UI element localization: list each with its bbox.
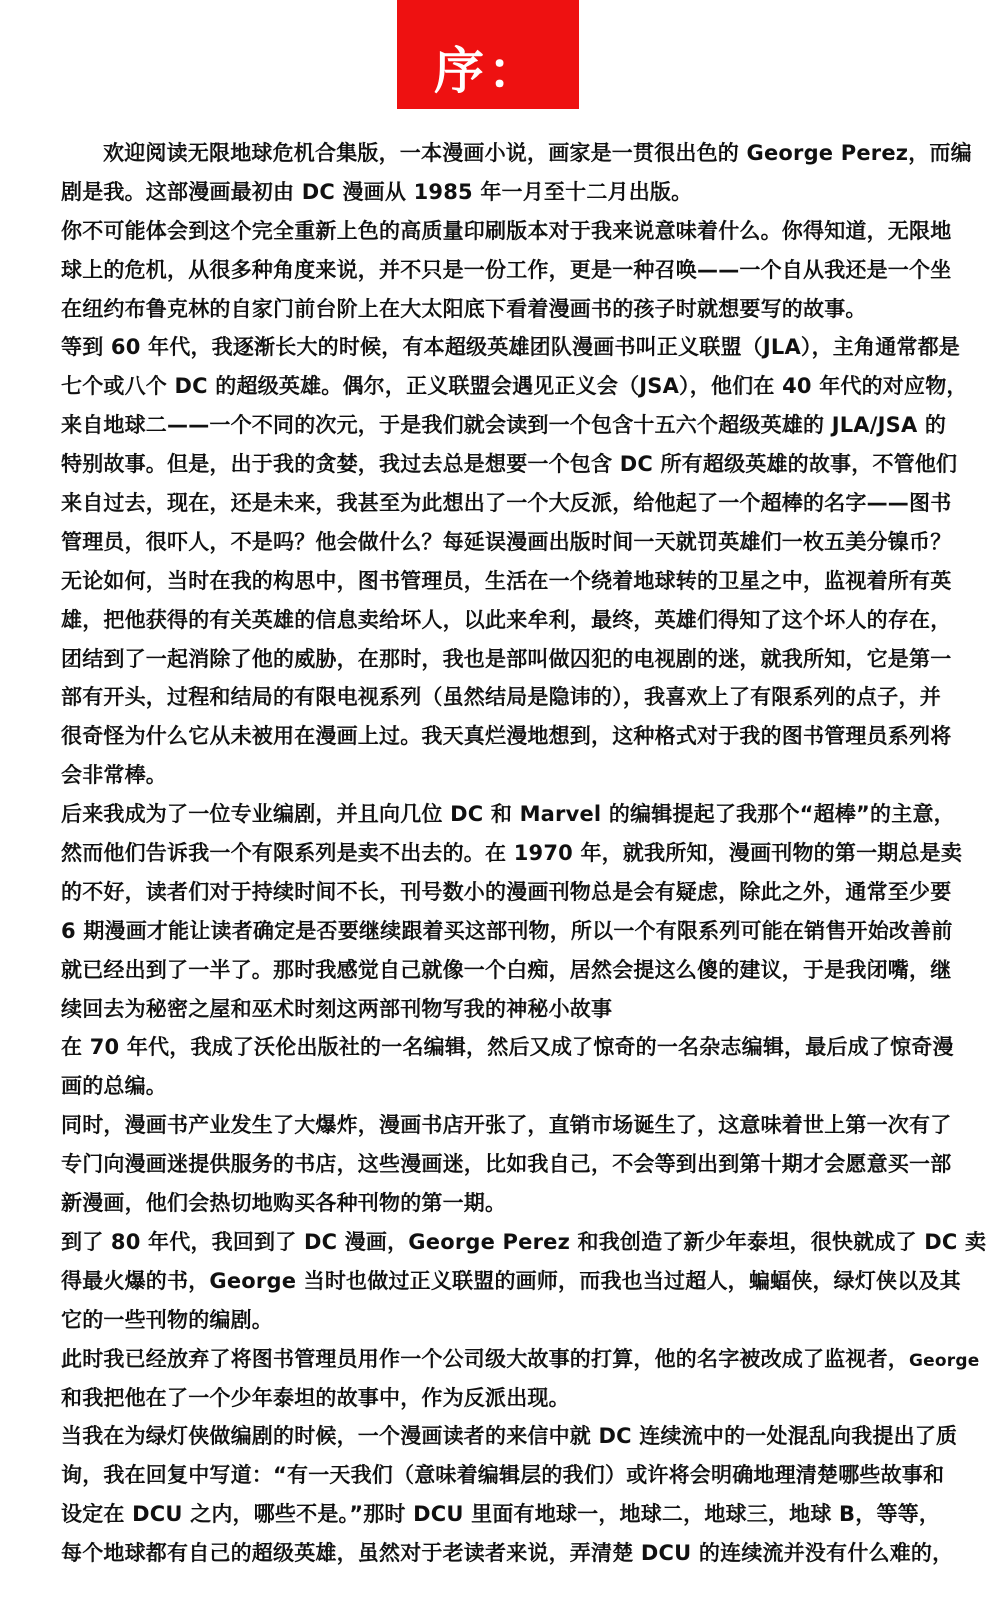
page-title: 序： [434, 42, 542, 100]
text-line: 在 70 年代，我成了沃伦出版社的一名编辑，然后又成了惊奇的一名杂志编辑，最后成了惊奇漫 [61, 1035, 954, 1060]
text-line: 会非常棒。 [61, 763, 167, 788]
paragraph-1 [61, 134, 972, 212]
text-line: 的不好，读者们对于持续时间不长，刊号数小的漫画刊物总是会有疑虑，除此之外，通常至少要 [61, 879, 952, 904]
text-line: 七个或八个 DC 的超级英雄。偶尔，正义联盟会遇见正义会（JSA），他们在 40 年代的对应物， [61, 374, 968, 399]
text-line: 你不可能体会到这个完全重新上色的高质量印刷版本对于我来说意味着什么。你得知道，无限地 [61, 218, 952, 243]
text-line: 来自过去，现在，还是未来，我甚至为此想出了一个大反派，给他起了一个超棒的名字——图书 [61, 491, 952, 516]
paragraph-8 [61, 1340, 980, 1418]
text-line: 就已经出到了一半了。那时我感觉自己就像一个白痴，居然会提这么傻的建议，于是我闭嘴，继 [61, 957, 952, 982]
preface-article [61, 134, 987, 1573]
text-line: 和我把他在了一个少年泰坦的故事中，作为反派出现。 [61, 1385, 570, 1410]
text-line: 团结到了一起消除了他的威胁，在那时，我也是部叫做囚犯的电视剧的迷，就我所知，它是第一 [61, 646, 952, 671]
text-line: 得最火爆的书，George 当时也做过正义联盟的画师，而我也当过超人，蝙蝠侠，绿灯侠以及其 [61, 1268, 961, 1293]
paragraph-4 [61, 795, 963, 1028]
text-line: 雄，把他获得的有关英雄的信息卖给坏人，以此来牟利，最终，英雄们得知了这个坏人的存在， [61, 607, 952, 632]
text-line: 询，我在回复中写道：“有一天我们（意味着编辑层的我们）或许将会明确地理清楚哪些故事和 [61, 1463, 945, 1488]
text-line: 新漫画，他们会热切地购买各种刊物的第一期。 [61, 1191, 507, 1216]
paragraph-2 [61, 212, 952, 329]
title-banner [397, 0, 579, 109]
paragraph-9 [61, 1417, 958, 1573]
text-line: 当我在为绿灯侠做编剧的时候，一个漫画读者的来信中就 DC 连续流中的一处混乱向我提出了质 [61, 1424, 958, 1449]
text-line: 很奇怪为什么它从未被用在漫画上过。我天真烂漫地想到，这种格式对于我的图书管理员系列将 [61, 724, 952, 749]
text-line: 6 期漫画才能让读者确定是否要继续跟着买这部刊物，所以一个有限系列可能在销售开始改善前 [61, 918, 953, 943]
text-line-main: 此时我已经放弃了将图书管理员用作一个公司级大故事的打算，他的名字被改成了监视者， [61, 1346, 909, 1371]
text-line [61, 1340, 980, 1379]
text-line: 等到 60 年代，我逐渐长大的时候，有本超级英雄团队漫画书叫正义联盟（JLA），主角通常都是 [61, 335, 960, 360]
text-line: 专门向漫画迷提供服务的书店，这些漫画迷，比如我自己，不会等到出到第十期才会愿意买一部 [61, 1152, 952, 1177]
text-line: 无论如何，当时在我的构思中，图书管理员，生活在一个绕着地球转的卫星之中，监视着所有英 [61, 568, 952, 593]
text-line: 后来我成为了一位专业编剧，并且向几位 DC 和 Marvel 的编辑提起了我那个“超棒”的主意， [61, 802, 955, 827]
paragraph-7 [61, 1223, 987, 1340]
text-line: 同时，漫画书产业发生了大爆炸，漫画书店开张了，直销市场诞生了，这意味着世上第一次有了 [61, 1113, 952, 1138]
text-line: 到了 80 年代，我回到了 DC 漫画，George Perez 和我创造了新少年泰坦，很快就成了 DC 卖 [61, 1229, 987, 1254]
text-line: 球上的危机，从很多种角度来说，并不只是一份工作，更是一种召唤——一个自从我还是一个坐 [61, 257, 952, 282]
text-line: 然而他们告诉我一个有限系列是卖不出去的。在 1970 年，就我所知，漫画刊物的第一期总是卖 [61, 841, 963, 866]
text-line: 管理员，很吓人，不是吗？他会做什么？每延误漫画出版时间一天就罚英雄们一枚五美分镍币？ [61, 529, 952, 554]
text-line: 续回去为秘密之屋和巫术时刻这两部刊物写我的神秘小故事 [61, 996, 613, 1021]
text-line: 每个地球都有自己的超级英雄，虽然对于老读者来说，弄清楚 DCU 的连续流并没有什么难的， [61, 1541, 954, 1566]
text-line: 在纽约布鲁克林的自家门前台阶上在大太阳底下看着漫画书的孩子时就想要写的故事。 [61, 296, 867, 321]
text-line: 设定在 DCU 之内，哪些不是。”那时 DCU 里面有地球一，地球二，地球三，地球 B，等等， [61, 1502, 941, 1527]
text-line: 画的总编。 [61, 1074, 167, 1099]
text-line: 剧是我。这部漫画最初由 DC 漫画从 1985 年一月至十二月出版。 [61, 179, 693, 204]
paragraph-6 [61, 1106, 952, 1223]
text-line: 特别故事。但是，出于我的贪婪，我过去总是想要一个包含 DC 所有超级英雄的故事，不管他们 [61, 452, 958, 477]
text-line: 它的一些刊物的编剧。 [61, 1307, 273, 1332]
paragraph-5 [61, 1028, 954, 1106]
text-line: 部有开头，过程和结局的有限电视系列（虽然结局是隐讳的），我喜欢上了有限系列的点子，并 [61, 685, 941, 710]
text-line: 欢迎阅读无限地球危机合集版，一本漫画小说，画家是一贯很出色的 George Perez，而编 [103, 141, 972, 165]
text-line-tail: George [909, 1350, 980, 1371]
paragraph-3 [61, 328, 968, 795]
text-line: 来自地球二——一个不同的次元，于是我们就会读到一个包含十五六个超级英雄的 JLA/JSA 的 [61, 413, 947, 438]
